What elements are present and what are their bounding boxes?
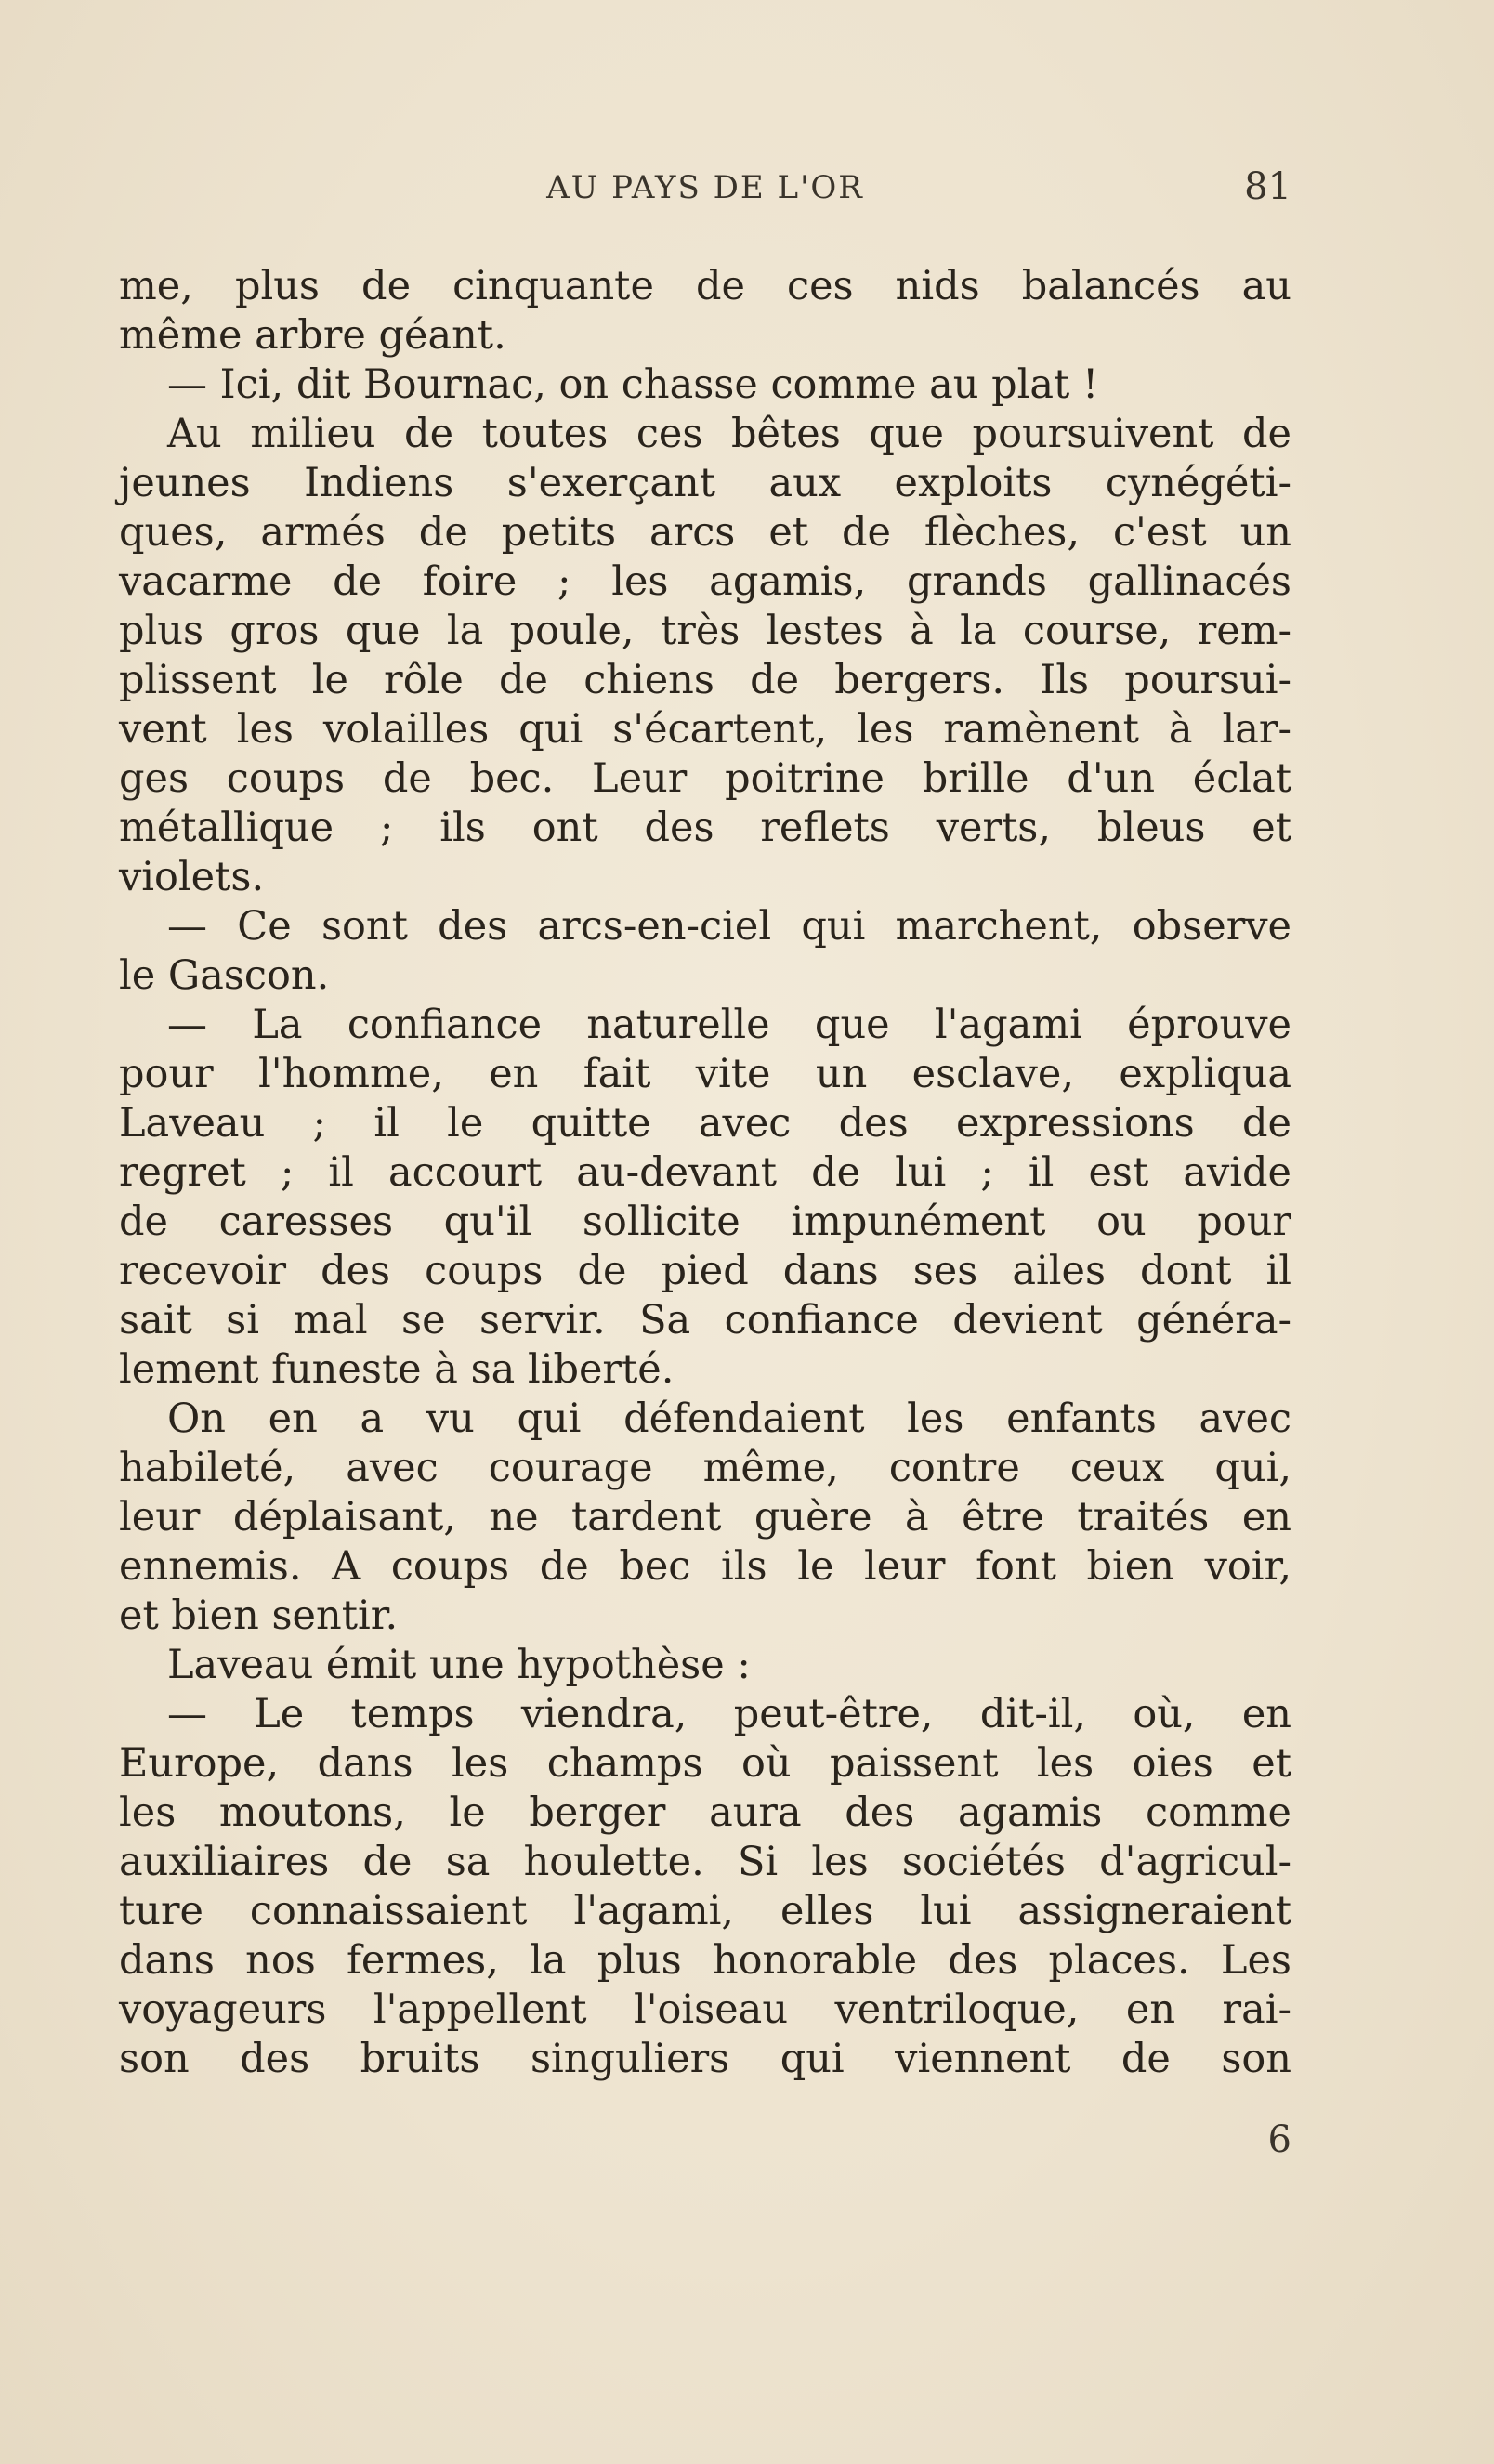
text-line: violets.: [119, 854, 265, 900]
text-line: jeunes Indiens s'exerçant aux exploits cynégéti-: [119, 460, 1291, 506]
text-line: — La confiance naturelle que l'agami éprouve: [167, 1002, 1291, 1048]
text-line: voyageurs l'appellent l'oiseau ventriloque, en rai-: [119, 1986, 1291, 2033]
text-line: ques, armés de petits arcs et de flèches, c'est un: [119, 509, 1291, 556]
running-title: AU PAYS DE L'OR: [546, 169, 864, 206]
text-line: métallique ; ils ont des reflets verts, bleus et: [119, 805, 1291, 851]
text-line: habileté, avec courage même, contre ceux qui,: [119, 1445, 1291, 1491]
text-line: Laveau émit une hypothèse :: [167, 1642, 751, 1688]
text-line: On en a vu qui défendaient les enfants avec: [167, 1396, 1291, 1442]
text-line: les moutons, le berger aura des agamis comme: [119, 1789, 1291, 1836]
text-line: vacarme de foire ; les agamis, grands gallinacés: [119, 558, 1291, 605]
text-line: de caresses qu'il sollicite impunément ou pour: [119, 1199, 1291, 1245]
text-line: Europe, dans les champs où paissent les oies et: [119, 1740, 1291, 1787]
text-line: même arbre géant.: [119, 312, 506, 359]
text-line: lement funeste à sa liberté.: [119, 1346, 675, 1393]
text-line: et bien sentir.: [119, 1592, 399, 1639]
text-line: pour l'homme, en fait vite un esclave, expliqua: [119, 1051, 1291, 1097]
running-head: [119, 165, 1291, 216]
text-line: le Gascon.: [119, 952, 330, 999]
text-line: dans nos fermes, la plus honorable des places. Les: [119, 1937, 1291, 1984]
text-line: — Ce sont des arcs-en-ciel qui marchent, observe: [167, 903, 1291, 950]
text-line: ennemis. A coups de bec ils le leur font bien voir,: [119, 1543, 1291, 1590]
page-number: 81: [1244, 165, 1291, 208]
text-line: Laveau ; il le quitte avec des expressions de: [119, 1100, 1291, 1147]
text-line: Au milieu de toutes ces bêtes que poursuivent de: [167, 411, 1291, 457]
text-line: — Le temps viendra, peut-être, dit-il, où, en: [167, 1691, 1291, 1737]
text-line: ture connaissaient l'agami, elles lui assigneraient: [119, 1888, 1291, 1934]
text-line: auxiliaires de sa houlette. Si les sociétés d'agricul-: [119, 1839, 1291, 1885]
text-line: plissent le rôle de chiens de bergers. Ils poursui-: [119, 657, 1291, 703]
text-line: me, plus de cinquante de ces nids balancés au: [119, 263, 1291, 309]
text-line: leur déplaisant, ne tardent guère à être traités en: [119, 1494, 1291, 1540]
text-line: — Ici, dit Bournac, on chasse comme au plat !: [167, 361, 1099, 408]
text-line: recevoir des coups de pied dans ses ailes dont il: [119, 1248, 1291, 1294]
text-line: ges coups de bec. Leur poitrine brille d'un éclat: [119, 755, 1291, 802]
text-line: plus gros que la poule, très lestes à la course, rem-: [119, 608, 1291, 654]
text-line: vent les volailles qui s'écartent, les ramènent à lar-: [119, 706, 1291, 753]
text-line: regret ; il accourt au-devant de lui ; il est avide: [119, 1149, 1291, 1196]
text-line: son des bruits singuliers qui viennent de son: [119, 2036, 1291, 2082]
text-line: sait si mal se servir. Sa confiance devient généra-: [119, 1297, 1291, 1343]
signature-mark: 6: [1267, 2118, 1291, 2161]
body-text: [119, 262, 1291, 2084]
